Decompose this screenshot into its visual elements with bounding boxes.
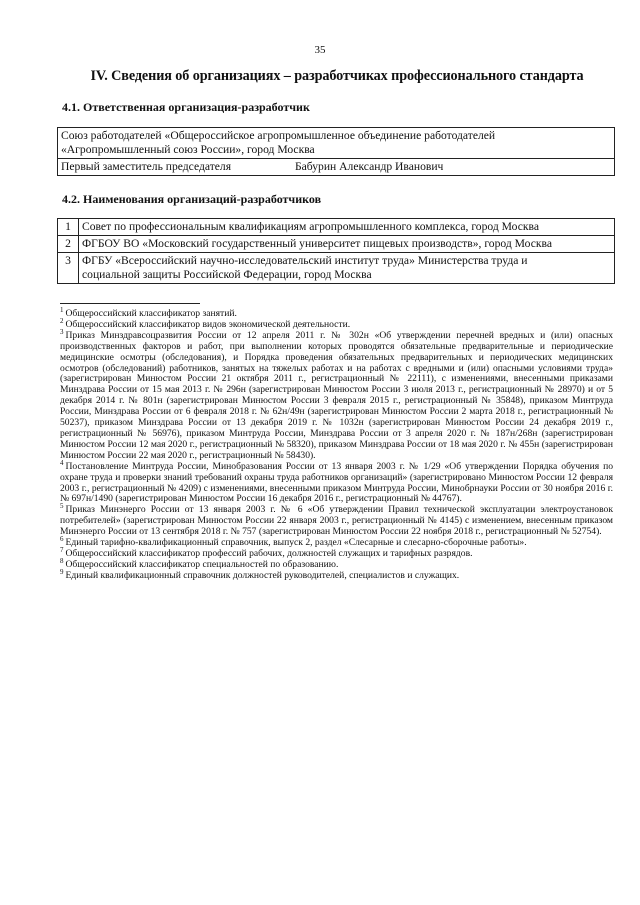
responsible-org-name [58, 128, 615, 159]
developer-org-name-line: ФГБУ «Всероссийский научно-исследовательский институт труда» Министерства труда и [82, 254, 528, 267]
footnote-text: Единый тарифно-квалификационный справочник, выпуск 2, раздел «Слесарные и слесарно-сборочные работы». [65, 537, 527, 549]
footnote-text: Приказ Минэнерго России от 13 января 2003 г. № 6 «Об утверждении Правил технической эксплуатации электроустановок потребителей» (зарегистрирован Минюстом России 22 января 2003 г., регистрационный № 4145) с изменением, внесенным приказом Минэнерго России от 13 сентября 2018 г. № 757 (зарегистрирован Минюстом России 22 ноября 2018 г., регистрационный № 52754). [60, 504, 613, 538]
developer-org-row [58, 219, 615, 236]
footnote-text: Общероссийский классификатор видов экономической деятельности. [65, 318, 351, 330]
footnote-mark: 1 [60, 306, 64, 314]
developer-org-name [79, 253, 615, 284]
responsible-person-cell [58, 159, 615, 176]
section-title: IV. Сведения об организациях – разработчиках профессионального стандарта [90, 68, 584, 84]
developer-org-number: 2 [58, 236, 79, 253]
footnote-mark: 9 [60, 567, 64, 576]
footnote-mark: 5 [60, 502, 64, 511]
footnote-text: Общероссийский классификатор профессий рабочих, должностей служащих и тарифных разрядов. [65, 547, 473, 559]
footnote-text: Единый квалификационный справочник должностей руководителей, специалистов и служащих. [65, 569, 460, 581]
responsible-org-row [58, 128, 615, 159]
developer-orgs-table [57, 218, 615, 284]
footnotes [60, 306, 613, 582]
developer-org-name [79, 236, 615, 253]
responsible-org-heading: 4.1. Ответственная организация-разработчик [62, 100, 310, 114]
footnote-text: Постановление Минтруда России, Минобразования России от 13 января 2003 г. № 1/29 «Об утверждении Порядка обучения по охране труда и проверки знаний требований охраны труда работников организаций» (зарегистрировано Минюстом России 12 февраля 2003 г., регистрационный № 4209) с изменениями, внесенными приказом Минтруда России, Минобрнауки России от 30 ноября 2016 г. № 697н/1490 (зарегистрирован Минюстом России 16 декабря 2016 г., регистрационный № 44767). [60, 460, 613, 505]
developer-org-name [79, 219, 615, 236]
responsible-org-name-line: Союз работодателей «Общероссийское агропромышленное объединение работодателей [61, 129, 496, 142]
responsible-org-name-line: «Агропромышленный союз России», город Москва [61, 143, 315, 156]
footnote-mark: 8 [60, 556, 64, 565]
responsible-position: Первый заместитель председателя [61, 160, 232, 173]
footnote [60, 458, 613, 506]
developer-org-number: 1 [58, 219, 79, 236]
developer-org-name-line: социальной защиты Российской Федерации, город Москва [82, 268, 372, 281]
developer-orgs-heading: 4.2. Наименования организаций-разработчиков [62, 192, 322, 206]
footnote-text: Общероссийский классификатор занятий. [65, 308, 237, 319]
footnote [60, 567, 613, 582]
responsible-person-row [58, 159, 615, 176]
footnote-mark: 2 [60, 316, 64, 325]
responsible-person-name: Бабурин Александр Иванович [295, 160, 444, 173]
footnote [60, 502, 613, 538]
responsible-org-table [57, 127, 615, 176]
footnote [60, 327, 613, 462]
developer-org-number: 3 [58, 253, 79, 284]
footnote-text: Общероссийский классификатор специальностей по образованию. [65, 558, 339, 570]
footnote-mark: 3 [60, 327, 64, 336]
footnote-mark: 6 [60, 535, 64, 544]
footnote-text: Приказ Минздравсоцразвития России от 12 апреля 2011 г. № 302н «Об утверждении перечней вредных и (или) опасных производственных факторов и работ, при выполнении которых проводятся обязательные предварительные и периодические медицинские осмотры (обследования), и Порядка проведения обязательных предварительных и периодических медицинских осмотров (обследований) работников, занятых на тяжелых работах и на работах с вредными и (или) опасными условиями труда» (зарегистрирован Минюстом России 21 октября 2011 г., регистрационный № 22111), с изменениями, внесенными приказами Минздрава России от 15 мая 2013 г. № 296н (зарегистрирован Минюстом России 3 июля 2013 г., регистрационный № 28970) и от 5 декабря 2014 г. № 801н (зарегистрирован Минюстом России 3 февраля 2015 г., регистрационный № 35848), приказом Минтруда России, Минздрава России от 6 февраля 2018 г. № 62н/49н (зарегистрирован Минюстом России 2 марта 2018 г., регистрационный № 50237), приказом Минздрава России от 13 декабря 2019 г. № 1032н (зарегистрирован Минюстом России 24 декабря 2019 г., регистрационный № 56976), приказом Минтруда России, Минздрава России от 3 апреля 2020 г. № 187н/268н (зарегистрирован Минюстом России 12 мая 2020 г., регистрационный № 58320), приказом Минздрава России от 18 мая 2020 г. № 455н (зарегистрирован Минюстом России 22 мая 2020 г., регистрационный № 58430). [60, 329, 613, 461]
developer-org-name-line: ФГБОУ ВО «Московский государственный университет пищевых производств», город Москва [82, 237, 552, 250]
page-number: 35 [314, 44, 326, 56]
developer-org-name-line: Совет по профессиональным квалификациям агропромышленного комплекса, город Москва [82, 220, 539, 233]
footnote-mark: 4 [60, 458, 64, 467]
footnote-mark: 7 [60, 545, 64, 554]
developer-org-row [58, 236, 615, 253]
developer-org-row [58, 253, 615, 284]
footnote-separator [60, 303, 200, 304]
